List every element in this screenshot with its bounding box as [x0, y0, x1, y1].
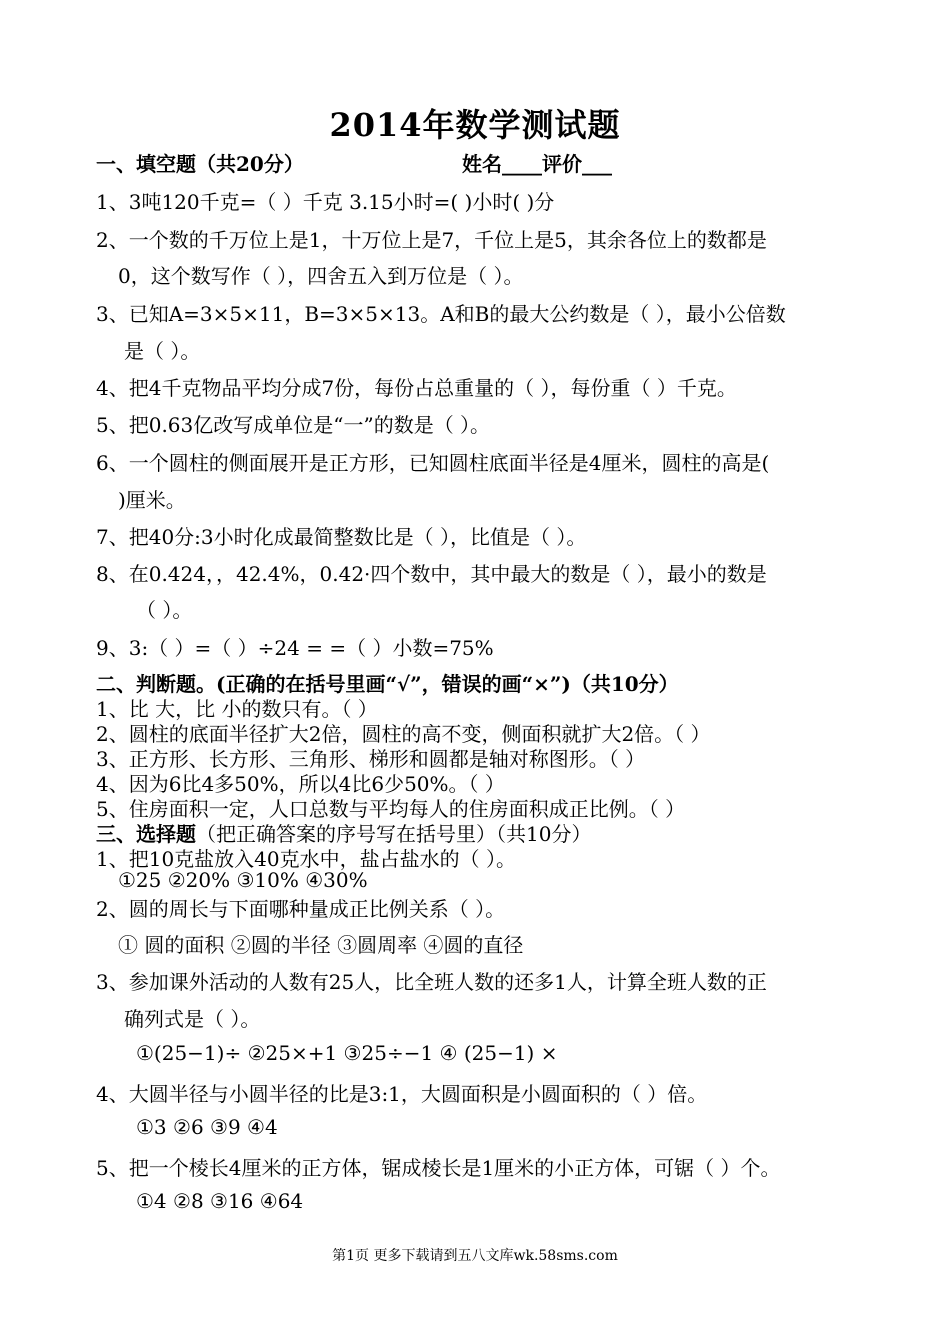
q1-3-cont: 是（ ）。 — [124, 339, 201, 363]
q3-3: 3、参加课外活动的人数有25人，比全班人数的还多1人，计算全班人数的正 — [96, 970, 767, 994]
q1-2: 2、一个数的千万位上是1，十万位上是7，千位上是5，其余各位上的数都是 — [96, 228, 767, 252]
section1-heading: 一、填空题（共20分） — [96, 152, 304, 176]
section3-heading-title: 三、选择题 — [96, 822, 196, 846]
q1-5: 5、把0.63亿改写成单位是“一”的数是（ ）。 — [96, 413, 491, 437]
q3-3-cont: 确列式是（ ）。 — [124, 1007, 261, 1031]
q3-2-options: ① 圆的面积 ②圆的半径 ③圆周率 ④圆的直径 — [118, 933, 524, 957]
q3-5: 5、把一个棱长4厘米的正方体，锯成棱长是1厘米的小正方体，可锯（ ）个。 — [96, 1156, 781, 1180]
q3-1-options: ①25 ②20% ③10% ④30% — [118, 868, 368, 892]
q3-3-options: ①(25−1)÷ ②25×+1 ③25÷−1 ④ (25−1) × — [136, 1041, 558, 1065]
q3-4-options: ①3 ②6 ③9 ④4 — [136, 1115, 278, 1139]
q1-7: 7、把40分:3小时化成最简整数比是（ ），比值是（ ）。 — [96, 525, 587, 549]
q3-1: 1、把10克盐放入40克水中，盐占盐水的（ ）。 — [96, 847, 516, 871]
q1-9: 9、3:（ ）=（ ）÷24 = =（ ）小数=75% — [96, 636, 494, 660]
q1-2-cont: 0，这个数写作（ ），四舍五入到万位是（ ）。 — [118, 264, 524, 288]
q2-1: 1、比 大，比 小的数只有。（ ） — [96, 697, 378, 721]
q3-5-options: ①4 ②8 ③16 ④64 — [136, 1189, 304, 1213]
q1-6-cont: )厘米。 — [118, 488, 186, 512]
q1-6: 6、一个圆柱的侧面展开是正方形，已知圆柱底面半径是4厘米，圆柱的高是( — [96, 451, 770, 475]
q2-3: 3、正方形、长方形、三角形、梯形和圆都是轴对称图形。（ ） — [96, 747, 646, 771]
q3-4: 4、大圆半径与小圆半径的比是3:1，大圆面积是小圆面积的（ ）倍。 — [96, 1082, 708, 1106]
q1-4: 4、把4千克物品平均分成7份，每份占总重量的（ ），每份重（ ）千克。 — [96, 376, 737, 400]
q2-2: 2、圆柱的底面半径扩大2倍，圆柱的高不变，侧面积就扩大2倍。（ ） — [96, 722, 711, 746]
section3-heading-note: （把正确答案的序号写在括号里）（共10分） — [196, 822, 592, 846]
name-field: 姓名____评价___ — [462, 152, 612, 176]
q1-8-cont: （ ）。 — [136, 598, 193, 622]
q1-3: 3、已知A=3×5×11，B=3×5×13。A和B的最大公约数是（ ），最小公倍数 — [96, 302, 786, 326]
page-title: 2014年数学测试题 — [329, 106, 621, 144]
q1-8: 8、在0.424，，42.4%，0.42·四个数中，其中最大的数是（ ），最小的数是 — [96, 562, 767, 586]
q2-5: 5、住房面积一定，人口总数与平均每人的住房面积成正比例。（ ） — [96, 797, 686, 821]
q1-1: 1、3吨120千克=（ ）千克 3.15小时=( )小时( )分 — [96, 190, 555, 214]
q3-2: 2、圆的周长与下面哪种量成正比例关系（ ）。 — [96, 897, 506, 921]
q2-4: 4、因为6比4多50%，所以4比6少50%。（ ） — [96, 772, 505, 796]
section2-heading: 二、判断题。(正确的在括号里画“√”，错误的画“×”)（共10分） — [96, 672, 679, 696]
page-footer: 第1页 更多下载请到五八文库wk.58sms.com — [332, 1248, 618, 1264]
